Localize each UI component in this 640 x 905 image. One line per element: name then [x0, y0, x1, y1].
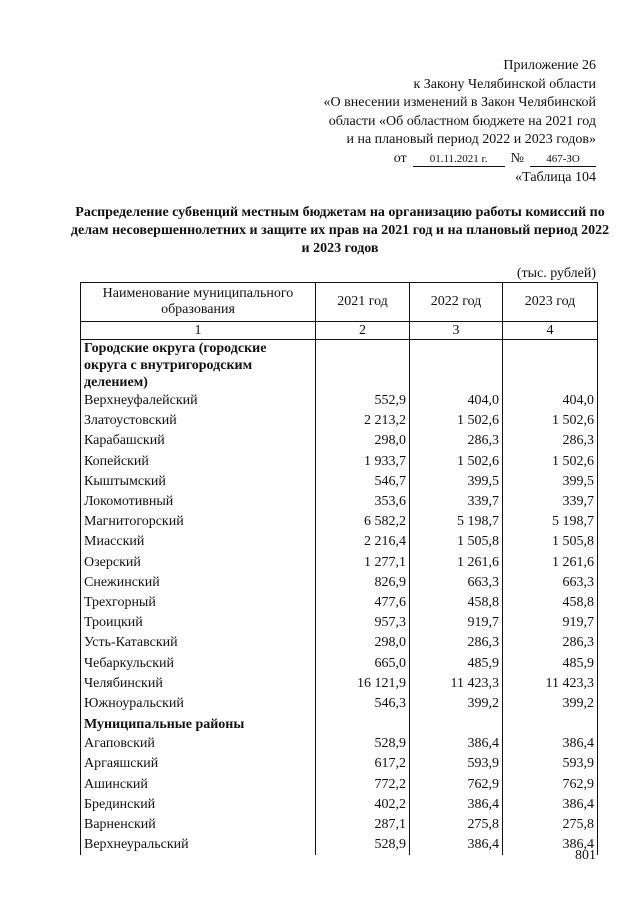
value-2022: 386,4: [410, 734, 503, 754]
subvention-table: [80, 282, 598, 855]
table-row: [81, 431, 598, 451]
value-2023: 399,5: [503, 472, 598, 492]
table-row: [81, 593, 598, 613]
municipality-name: Аргаяшский: [81, 754, 316, 774]
column-header-2023: 2023 год: [503, 283, 598, 322]
value-2023: 593,9: [503, 754, 598, 774]
value-2021: 772,2: [316, 775, 410, 795]
column-number: 3: [410, 322, 503, 340]
section-title: Муниципальные районы: [81, 714, 316, 734]
value-2023: 1 505,8: [503, 532, 598, 552]
header-line: к Закону Челябинской области: [413, 76, 596, 92]
section-header-row: [81, 340, 598, 392]
column-number: 4: [503, 322, 598, 340]
law-date: 01.11.2021 г.: [413, 153, 505, 167]
value-2022: 339,7: [410, 492, 503, 512]
value-2022: 286,3: [410, 431, 503, 451]
table-row: [81, 795, 598, 815]
column-number-row: [81, 322, 598, 340]
value-2022: 593,9: [410, 754, 503, 774]
page-number: 801: [575, 848, 596, 863]
value-2022: 11 423,3: [410, 674, 503, 694]
value-2021: 298,0: [316, 633, 410, 653]
value-2021: 1 277,1: [316, 553, 410, 573]
column-header-2021: 2021 год: [316, 283, 410, 322]
value-2021: 665,0: [316, 653, 410, 673]
municipality-name: Карабашский: [81, 431, 316, 451]
value-2022: 386,4: [410, 795, 503, 815]
value-2023: 1 502,6: [503, 452, 598, 472]
value-2023: 458,8: [503, 593, 598, 613]
table-row: [81, 512, 598, 532]
municipality-name: Ашинский: [81, 775, 316, 795]
value-2023: 404,0: [503, 391, 598, 411]
value-2021: 16 121,9: [316, 674, 410, 694]
value-2022: 762,9: [410, 775, 503, 795]
table-row: [81, 815, 598, 835]
value-2021: 617,2: [316, 754, 410, 774]
municipality-name: Верхнеуральский: [81, 835, 316, 855]
table-row: [81, 553, 598, 573]
value-2023: 339,7: [503, 492, 598, 512]
value-2021: 298,0: [316, 431, 410, 451]
value-2021: 546,7: [316, 472, 410, 492]
header-line: и на плановый период 2022 и 2023 годов»: [346, 132, 596, 147]
column-header-2022: 2022 год: [410, 283, 503, 322]
value-2023: 485,9: [503, 653, 598, 673]
column-number: 2: [316, 322, 410, 340]
document-title: Распределение субвенций местным бюджетам на организацию работы комиссий по делам несовершеннолетних и защите их прав на 2021 год и на плановый период 2022 и 2023 годов: [70, 205, 610, 256]
value-2021: 826,9: [316, 573, 410, 593]
header-line: «О внесении изменений в Закон Челябинской: [323, 95, 596, 110]
municipality-name: Копейский: [81, 452, 316, 472]
empty-cell: [503, 714, 598, 734]
table-row: [81, 694, 598, 714]
number-label: №: [510, 150, 524, 166]
table-row: [81, 674, 598, 694]
column-number: 1: [81, 322, 316, 340]
value-2022: 458,8: [410, 593, 503, 613]
table-row: [81, 452, 598, 472]
value-2023: 1 502,6: [503, 411, 598, 431]
value-2023: 663,3: [503, 573, 598, 593]
empty-cell: [316, 340, 410, 392]
value-2021: 353,6: [316, 492, 410, 512]
value-2023: 386,4: [503, 795, 598, 815]
municipality-name: Миасский: [81, 532, 316, 552]
value-2022: 404,0: [410, 391, 503, 411]
municipality-name: Чебаркульский: [81, 653, 316, 673]
value-2022: 663,3: [410, 573, 503, 593]
value-2023: 762,9: [503, 775, 598, 795]
value-2022: 275,8: [410, 815, 503, 835]
value-2021: 552,9: [316, 391, 410, 411]
empty-cell: [410, 340, 503, 392]
table-row: [81, 532, 598, 552]
municipality-name: Верхнеуфалейский: [81, 391, 316, 411]
value-2022: 1 502,6: [410, 411, 503, 431]
value-2023: 1 261,6: [503, 553, 598, 573]
municipality-name: Златоустовский: [81, 411, 316, 431]
value-2021: 546,3: [316, 694, 410, 714]
municipality-name: Брединский: [81, 795, 316, 815]
value-2021: 287,1: [316, 815, 410, 835]
value-2021: 6 582,2: [316, 512, 410, 532]
value-2022: 919,7: [410, 613, 503, 633]
value-2023: 286,3: [503, 431, 598, 451]
municipality-name: Усть-Катавский: [81, 633, 316, 653]
table-number: «Таблица 104: [515, 170, 596, 185]
value-2023: 5 198,7: [503, 512, 598, 532]
from-label: от: [393, 150, 407, 166]
value-2022: 386,4: [410, 835, 503, 855]
units-label: (тыс. рублей): [516, 266, 596, 281]
value-2022: 399,5: [410, 472, 503, 492]
table-row: [81, 653, 598, 673]
value-2021: 2 216,4: [316, 532, 410, 552]
value-2022: 399,2: [410, 694, 503, 714]
municipality-name: Агаповский: [81, 734, 316, 754]
table-row: [81, 633, 598, 653]
municipality-name: Челябинский: [81, 674, 316, 694]
table-row: [81, 754, 598, 774]
empty-cell: [316, 714, 410, 734]
municipality-name: Трехгорный: [81, 593, 316, 613]
municipality-name: Локомотивный: [81, 492, 316, 512]
value-2022: 1 261,6: [410, 553, 503, 573]
value-2021: 402,2: [316, 795, 410, 815]
value-2022: 286,3: [410, 633, 503, 653]
value-2023: 11 423,3: [503, 674, 598, 694]
value-2021: 528,9: [316, 835, 410, 855]
table-row: [81, 734, 598, 754]
table-row: [81, 835, 598, 855]
header-line: области «Об областном бюджете на 2021 год: [328, 113, 596, 129]
value-2021: 477,6: [316, 593, 410, 613]
table-row: [81, 613, 598, 633]
table-row: [81, 391, 598, 411]
municipality-name: Кыштымский: [81, 472, 316, 492]
value-2023: 386,4: [503, 835, 598, 855]
empty-cell: [410, 714, 503, 734]
law-number: 467-ЗО: [530, 153, 596, 167]
municipality-name: Магнитогорский: [81, 512, 316, 532]
value-2021: 2 213,2: [316, 411, 410, 431]
value-2022: 1 502,6: [410, 452, 503, 472]
municipality-name: Варненский: [81, 815, 316, 835]
municipality-name: Снежинский: [81, 573, 316, 593]
table-row: [81, 775, 598, 795]
value-2023: 275,8: [503, 815, 598, 835]
table-row: [81, 472, 598, 492]
value-2021: 957,3: [316, 613, 410, 633]
municipality-name: Троицкий: [81, 613, 316, 633]
column-header-name: Наименование муниципального образования: [81, 283, 316, 322]
value-2021: 528,9: [316, 734, 410, 754]
value-2023: 399,2: [503, 694, 598, 714]
table-body: [81, 322, 598, 856]
value-2022: 5 198,7: [410, 512, 503, 532]
value-2023: 919,7: [503, 613, 598, 633]
value-2021: 1 933,7: [316, 452, 410, 472]
value-2023: 386,4: [503, 734, 598, 754]
table-row: [81, 492, 598, 512]
municipality-name: Озерский: [81, 553, 316, 573]
table-row: [81, 573, 598, 593]
table-row: [81, 411, 598, 431]
value-2022: 485,9: [410, 653, 503, 673]
table-header-row: [81, 283, 598, 322]
empty-cell: [503, 340, 598, 392]
value-2023: 286,3: [503, 633, 598, 653]
law-signature-line: [324, 150, 597, 169]
document-header: [324, 57, 597, 168]
section-header-row: [81, 714, 598, 734]
header-line: Приложение 26: [503, 58, 596, 73]
value-2022: 1 505,8: [410, 532, 503, 552]
municipality-name: Южноуральский: [81, 694, 316, 714]
section-title: Городские округа (городские округа с внутригородским делением): [81, 340, 316, 392]
